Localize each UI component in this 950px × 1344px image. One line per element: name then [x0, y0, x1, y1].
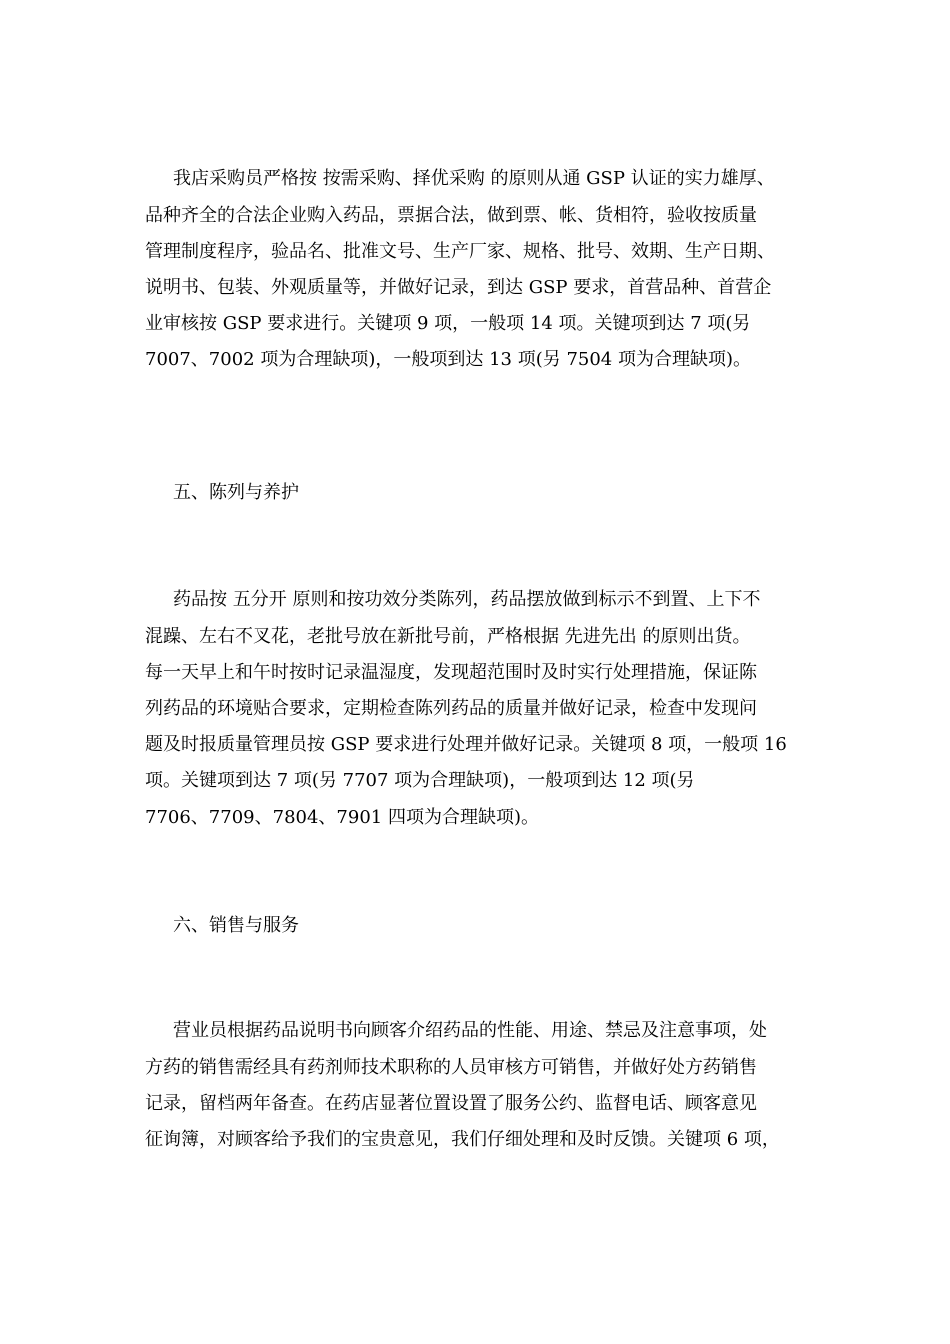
paragraph-line: 方药的销售需经具有药剂师技术职称的人员审核方可销售，并做好处方药销售 — [145, 1057, 757, 1078]
paragraph-line: 列药品的环境贴合要求，定期检查陈列药品的质量并做好记录，检查中发现问 — [145, 698, 757, 719]
paragraph-line: 混躁、左右不叉花，老批号放在新批号前，严格根据 先进先出 的原则出货。 — [145, 626, 751, 647]
paragraph-line: 项。关键项到达 7 项(另 7707 项为合理缺项)，一般项到达 12 项(另 — [145, 770, 695, 791]
paragraph-line: 说明书、包装、外观质量等，并做好记录，到达 GSP 要求，首营品种、首营企 — [145, 277, 772, 298]
paragraph-line: 品种齐全的合法企业购入药品，票据合法，做到票、帐、货相符，验收按质量 — [145, 205, 757, 226]
paragraph-line: 7007、7002 项为合理缺项)，一般项到达 13 项(另 7504 项为合理缺项)。 — [145, 349, 752, 370]
paragraph-line: 营业员根据药品说明书向顾客介绍药品的性能、用途、禁忌及注意事项，处 — [173, 1020, 767, 1041]
paragraph-line: 我店采购员严格按 按需采购、择优采购 的原则从通 GSP 认证的实力雄厚、 — [173, 168, 775, 189]
paragraph-line: 业审核按 GSP 要求进行。关键项 9 项，一般项 14 项。关键项到达 7 项(另 — [145, 313, 751, 334]
section-heading: 五、陈列与养护 — [173, 482, 299, 503]
paragraph-line: 征询簿，对顾客给予我们的宝贵意见，我们仔细处理和及时反馈。关键项 6 项， — [145, 1129, 780, 1150]
paragraph-line: 7706、7709、7804、7901 四项为合理缺项)。 — [145, 807, 539, 828]
paragraph-line: 题及时报质量管理员按 GSP 要求进行处理并做好记录。关键项 8 项，一般项 16 — [145, 734, 787, 755]
paragraph-line: 药品按 五分开 原则和按功效分类陈列，药品摆放做到标示不到置、上下不 — [173, 589, 761, 610]
paragraph-line: 记录，留档两年备查。在药店显著位置设置了服务公约、监督电话、顾客意见 — [145, 1093, 757, 1114]
section-heading: 六、销售与服务 — [173, 915, 299, 936]
paragraph-line: 每一天早上和午时按时记录温湿度，发现超范围时及时实行处理措施，保证陈 — [145, 662, 757, 683]
paragraph-line: 管理制度程序，验品名、批准文号、生产厂家、规格、批号、效期、生产日期、 — [145, 241, 775, 262]
